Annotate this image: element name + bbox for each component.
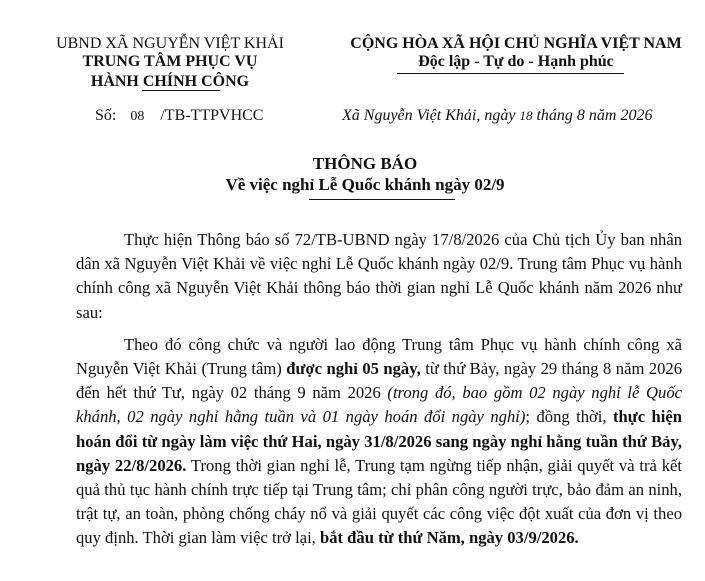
place-date-suffix: tháng 8 năm 2026 (536, 107, 653, 124)
paragraph-2-bold-3: bắt đầu từ thứ Năm, ngày 03/9/2026. (319, 528, 579, 548)
number-suffix: /TB-TTPVHCC (160, 107, 264, 124)
place-date-prefix: Xã Nguyễn Việt Khải, ngày (342, 107, 516, 124)
org-name-line1: UBND XÃ NGUYỄN VIỆT KHẢI (56, 35, 284, 52)
org-underline (142, 90, 220, 91)
motto-underline (397, 73, 624, 74)
paragraph-2-text-2: từ thứ Bảy, ngày 29 tháng 8 năm 2026 đến hết thứ Tư, ngày 02 tháng 9 năm 2026 (76, 359, 682, 403)
notice-body (76, 228, 682, 551)
nation-motto: Độc lập - Tự do - Hạnh phúc (418, 53, 614, 70)
paragraph-1: Thực hiện Thông báo số 72/TB-UBND ngày 17/8/2026 của Chủ tịch Ủy ban nhân dân xã Nguyễn Việt Khải về việc nghỉ Lễ Quốc khánh ngày 02/9. Trung tâm Phục vụ hành chính công xã Nguyễn Việt Khải thông báo thời gian nghỉ Lễ Quốc khánh năm 2026 như sau: (76, 230, 682, 322)
notice-title: THÔNG BÁO (312, 154, 418, 173)
paragraph-2-italic-1: (trong đó, bao gồm 02 ngày nghỉ lễ Quốc khánh, 02 ngày nghỉ hằng tuần và 01 ngày hoán đổi ngày nghỉ) (76, 383, 682, 427)
number-prefix: Số: (95, 107, 117, 124)
org-name-line2: TRUNG TÂM PHỤC VỤ (82, 53, 258, 70)
paragraph-2 (76, 333, 682, 551)
place-date (342, 107, 652, 125)
day-value: 18 (519, 108, 533, 123)
title-underline (309, 199, 455, 200)
document-number (95, 107, 263, 125)
org-name-line3: HÀNH CHÍNH CÔNG (90, 73, 250, 90)
notice-subtitle: Về việc nghỉ Lễ Quốc khánh ngày 02/9 (225, 175, 505, 194)
number-value: 08 (130, 109, 145, 124)
paragraph-2-bold-2: thực hiện hoán đổi từ ngày làm việc thứ Hai, ngày 31/8/2026 sang ngày nghỉ hằng tuần thứ Bảy, ngày 22/8/2026. (76, 407, 682, 475)
nation-title: CỘNG HÒA XÃ HỘI CHỦ NGHĨA VIỆT NAM (350, 35, 682, 52)
paragraph-2-text-3: ; đồng thời, (525, 407, 614, 427)
paragraph-2-text-1: Theo đó công chức và người lao động Trung tâm Phục vụ hành chính công xã Nguyễn Việt Khải (Trung tâm) (76, 334, 682, 379)
paragraph-2-bold-1: được nghỉ 05 ngày, (286, 359, 421, 379)
paragraph-2-text-4: Trong thời gian nghỉ lễ, Trung tạm ngừng tiếp nhận, giải quyết và trả kết quả thủ tục hành chính trực tiếp tại Trung tâm; chỉ phân công người trực, bảo đảm an ninh, trật tự, an toàn, phòng chống cháy nổ và giải quyết các công việc đột xuất của đơn vị theo quy định. Thời gian làm việc trở lại, (76, 455, 682, 548)
